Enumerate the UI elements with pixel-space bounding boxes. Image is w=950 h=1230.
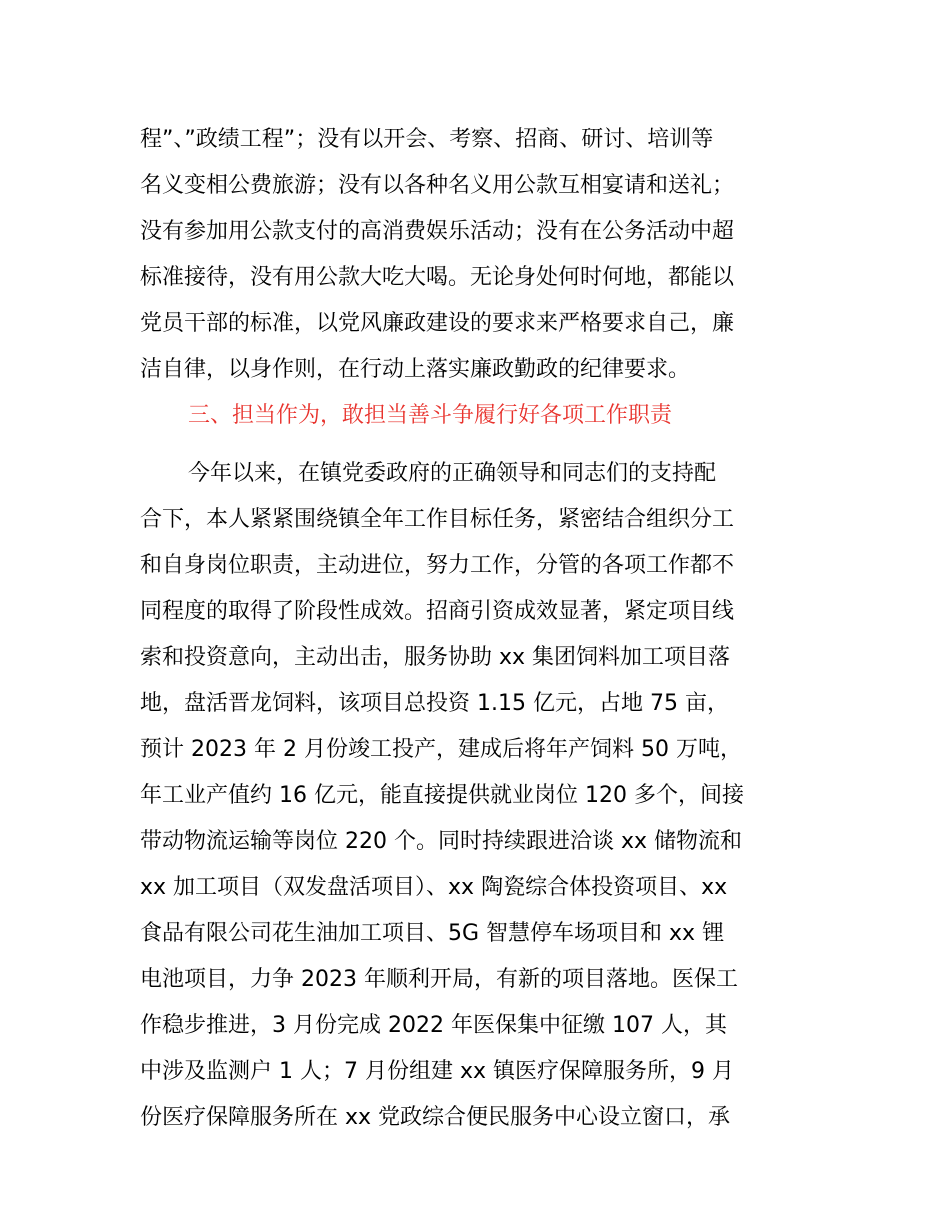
paragraph-2-line: 带动物流运输等岗位 220 个。同时持续跟进洽谈 xx 储物流和 xyxy=(140,829,743,854)
paragraph-2-line: 年工业产值约 16 亿元，能直接提供就业岗位 120 多个，间接 xyxy=(140,783,744,808)
paragraph-2-line: 和自身岗位职责，主动进位，努力工作，分管的各项工作都不 xyxy=(140,553,735,578)
paragraph-2-line: 中涉及监测户 1 人；7 月份组建 xx 镇医疗保障服务所，9 月 xyxy=(140,1059,734,1084)
paragraph-2-line: 食品有限公司花生油加工项目、5G 智慧停车场项目和 xx 锂 xyxy=(140,921,725,946)
section-heading: 三、担当作为，敢担当善斗争履行好各项工作职责 xyxy=(188,403,673,428)
paragraph-2-line: 合下，本人紧紧围绕镇全年工作目标任务，紧密结合组织分工 xyxy=(140,507,735,532)
paragraph-2-line: 作稳步推进，3 月份完成 2022 年医保集中征缴 107 人，其 xyxy=(140,1013,727,1038)
paragraph-1-line: 党员干部的标准，以党风廉政建设的要求来严格要求自己，廉 xyxy=(140,311,735,336)
paragraph-1-line: 标准接待，没有用公款大吃大喝。无论身处何时何地，都能以 xyxy=(140,265,735,290)
paragraph-2-line: 电池项目，力争 2023 年顺利开局，有新的项目落地。医保工 xyxy=(140,967,738,992)
paragraph-2-line: 今年以来，在镇党委政府的正确领导和同志们的支持配 xyxy=(188,461,717,486)
paragraph-1-line: 名义变相公费旅游；没有以各种名义用公款互相宴请和送礼； xyxy=(140,173,735,198)
paragraph-2-line: 份医疗保障服务所在 xx 党政综合便民服务中心设立窗口，承 xyxy=(140,1105,731,1130)
paragraph-2-line: 同程度的取得了阶段性成效。招商引资成效显著，紧定项目线 xyxy=(140,599,735,624)
paragraph-2-line: 地，盘活晋龙饲料，该项目总投资 1.15 亿元，占地 75 亩， xyxy=(140,691,729,716)
paragraph-1-line: 程”、”政绩工程”；没有以开会、考察、招商、研讨、培训等 xyxy=(140,127,714,152)
paragraph-1-line: 没有参加用公款支付的高消费娱乐活动；没有在公务活动中超 xyxy=(140,219,735,244)
paragraph-2-line: 预计 2023 年 2 月份竣工投产，建成后将年产饲料 50 万吨， xyxy=(140,737,742,762)
paragraph-1-line: 洁自律，以身作则，在行动上落实廉政勤政的纪律要求。 xyxy=(140,357,691,382)
paragraph-2-line: xx 加工项目（双发盘活项目）、xx 陶瓷综合体投资项目、xx xyxy=(140,875,728,900)
paragraph-2-line: 索和投资意向，主动出击，服务协助 xx 集团饲料加工项目落 xyxy=(140,645,731,670)
